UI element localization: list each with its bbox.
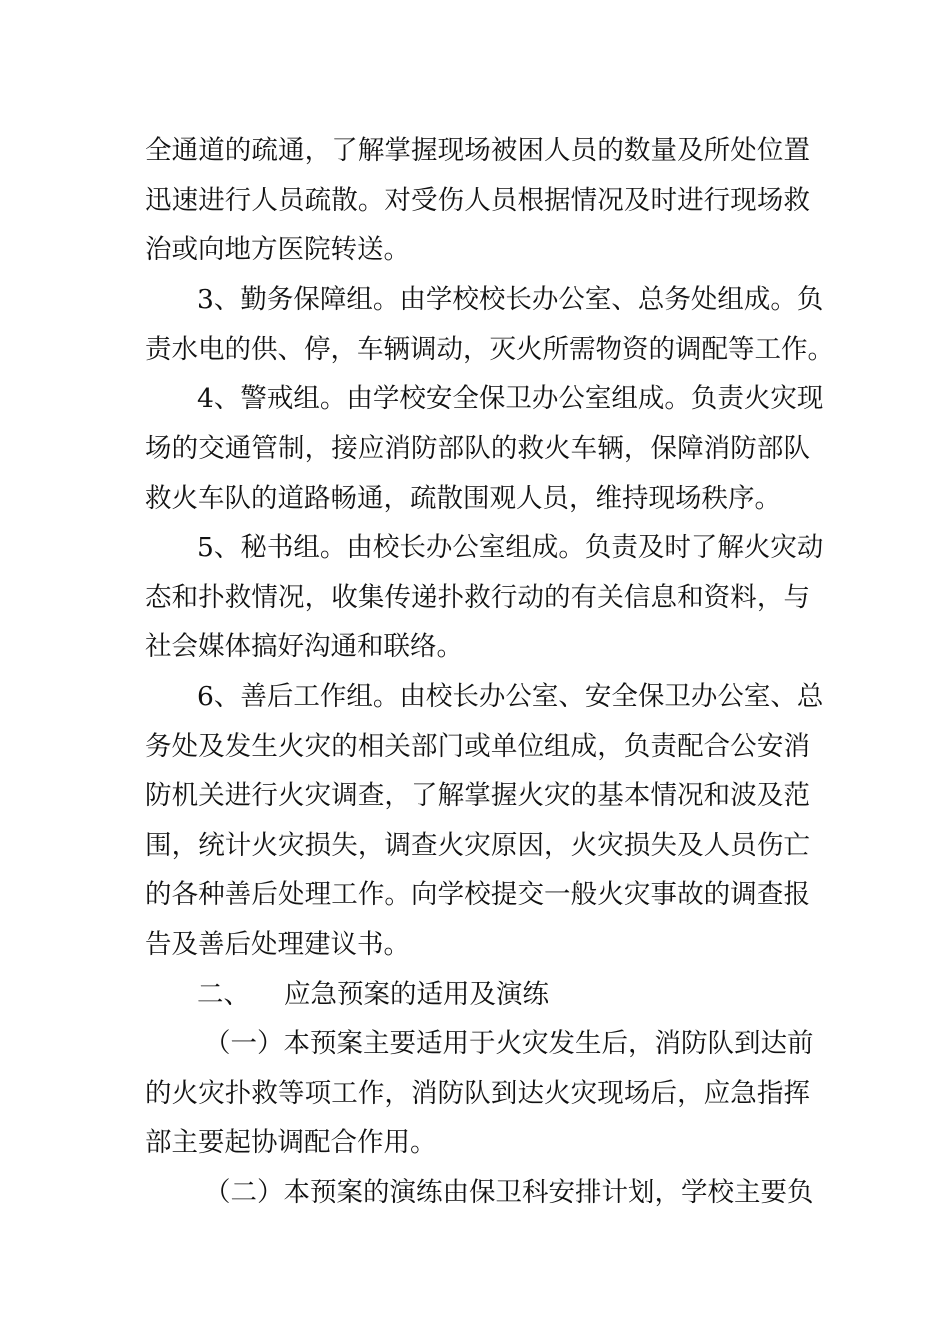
paragraph-item-3: 3、勤务保障组。由学校校长办公室、总务处组成。负 [197,284,824,315]
text-line: 的火灾扑救等项工作，消防队到达火灾现场后，应急指挥 [145,1078,810,1109]
paragraph-sub-2: （二）本预案的演练由保卫科安排计划，学校主要负 [204,1177,814,1208]
section-heading [197,975,862,1015]
text-line: 迅速进行人员疏散。对受伤人员根据情况及时进行现场救 [145,185,810,216]
text-line: 部主要起协调配合作用。 [145,1127,437,1158]
text-line: 防机关进行火灾调查，了解掌握火灾的基本情况和波及范 [145,780,810,811]
text-line: 围，统计火灾损失，调查火灾原因，火灾损失及人员伤亡 [145,830,810,861]
section-title: 应急预案的适用及演练 [284,979,549,1010]
text-line: 态和扑救情况，收集传递扑救行动的有关信息和资料，与 [145,582,810,613]
paragraph-item-5: 5、秘书组。由校长办公室组成。负责及时了解火灾动 [197,532,824,563]
text-line: 救火车队的道路畅通，疏散围观人员，维持现场秩序。 [145,483,781,514]
text-line: 责水电的供、停，车辆调动，灭火所需物资的调配等工作。 [145,334,834,365]
section-number: 二、 [197,979,250,1010]
paragraph-sub-1: （一）本预案主要适用于火灾发生后，消防队到达前 [204,1028,814,1059]
text-line: 的各种善后处理工作。向学校提交一般火灾事故的调查报 [145,879,810,910]
text-line: 社会媒体搞好沟通和联络。 [145,631,463,662]
text-line: 治或向地方医院转送。 [145,234,410,265]
text-line: 告及善后处理建议书。 [145,929,410,960]
text-line: 场的交通管制，接应消防部队的救火车辆，保障消防部队 [145,433,810,464]
paragraph-item-4: 4、警戒组。由学校安全保卫办公室组成。负责火灾现 [197,383,824,414]
paragraph-item-6: 6、善后工作组。由校长办公室、安全保卫办公室、总 [197,681,824,712]
text-line: 务处及发生火灾的相关部门或单位组成，负责配合公安消 [145,731,810,762]
text-line: 全通道的疏通，了解掌握现场被困人员的数量及所处位置 [145,135,810,166]
